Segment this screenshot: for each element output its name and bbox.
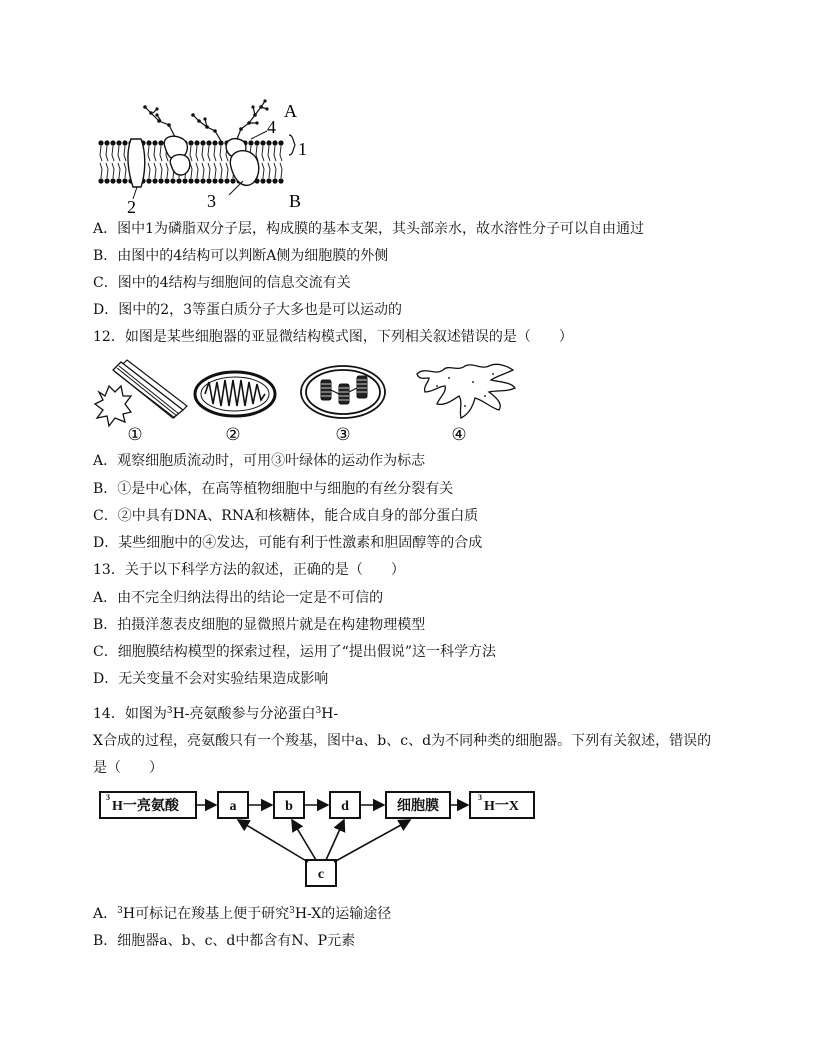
protein-middle — [170, 155, 190, 175]
q11-option-a: A．图中1为磷脂双分子层，构成膜的基本支架，其头部亲水，故水溶性分子可以自由通过 — [93, 221, 645, 237]
label-B: B — [289, 191, 302, 211]
q14-option-b: B．细胞器a、b、c、d中都含有N、P元素 — [93, 933, 356, 949]
q14-stem-line-3: 是（ ） — [93, 760, 163, 776]
secretion-flowchart — [98, 786, 538, 890]
flow-end: H一X — [484, 799, 519, 814]
flow-sup-end: 3 — [478, 793, 482, 802]
flow-d: d — [341, 799, 349, 814]
flow-sup-start: 3 — [106, 793, 110, 802]
label-3: 3 — [207, 191, 216, 211]
organelles-figure — [93, 356, 533, 448]
flow-c: c — [317, 867, 325, 882]
q12-option-b: B．①是中心体，在高等植物细胞中与细胞的有丝分裂有关 — [93, 481, 454, 497]
flow-b: b — [285, 799, 293, 814]
q11-option-d: D．图中的2，3等蛋白质分子大多也是可以运动的 — [93, 302, 403, 318]
flow-start: H一亮氨酸 — [112, 799, 179, 814]
label-A: A — [284, 101, 297, 121]
q11-option-c: C．图中的4结构与细胞间的信息交流有关 — [93, 275, 351, 291]
endoplasmic-reticulum-figure — [417, 364, 515, 418]
flow-a: a — [229, 799, 237, 814]
chloroplast-figure — [301, 366, 385, 418]
q13-option-a: A．由不完全归纳法得出的结论一定是不可信的 — [93, 590, 384, 606]
centriole-figure — [95, 360, 187, 426]
protein-2 — [128, 139, 145, 187]
q12-option-c: C．②中具有DNA、RNA和核糖体，能合成自身的部分蛋白质 — [93, 508, 479, 524]
q13-option-b: B．拍摄洋葱表皮细胞的显微照片就是在构建物理模型 — [93, 617, 426, 633]
label-organelle-4: ④ — [451, 425, 467, 444]
label-4: 4 — [267, 117, 276, 137]
q12-stem: 12．如图是某些细胞器的亚显微结构模式图，下列相关叙述错误的是（ ） — [93, 329, 573, 345]
q13-option-c: C．细胞膜结构模型的探索过程，运用了“提出假说”这一科学方法 — [93, 644, 497, 660]
q14-stem-line-2: X合成的过程，亮氨酸只有一个羧基，图中a、b、c、d为不同种类的细胞器。下列有关叙述，错误的 — [93, 733, 712, 749]
q11-option-b: B．由图中的4结构可以判断A侧为细胞膜的外侧 — [93, 248, 389, 264]
q12-option-a: A．观察细胞质流动时，可用③叶绿体的运动作为标志 — [93, 453, 426, 469]
q13-option-d: D．无关变量不会对实验结果造成影响 — [93, 671, 329, 687]
label-organelle-2: ② — [225, 425, 241, 444]
label-2: 2 — [127, 197, 136, 215]
membrane-figure — [95, 95, 325, 215]
label-organelle-3: ③ — [335, 425, 351, 444]
label-1: 1 — [298, 139, 307, 159]
q14-stem-line-1: 14．如图为$^3$H-亮氨酸参与分泌蛋白$^3$H- — [93, 706, 339, 722]
q14-option-a: A．$^3$H可标记在羧基上便于研究$^3$H-X的运输途径 — [93, 906, 392, 922]
flow-membrane: 细胞膜 — [397, 799, 439, 814]
q13-stem: 13．关于以下科学方法的叙述，正确的是（ ） — [93, 562, 405, 578]
label-organelle-1: ① — [127, 425, 143, 444]
mitochondrion-figure — [195, 372, 275, 416]
q12-option-d: D．某些细胞中的④发达，可能有利于性激素和胆固醇等的合成 — [93, 535, 483, 551]
